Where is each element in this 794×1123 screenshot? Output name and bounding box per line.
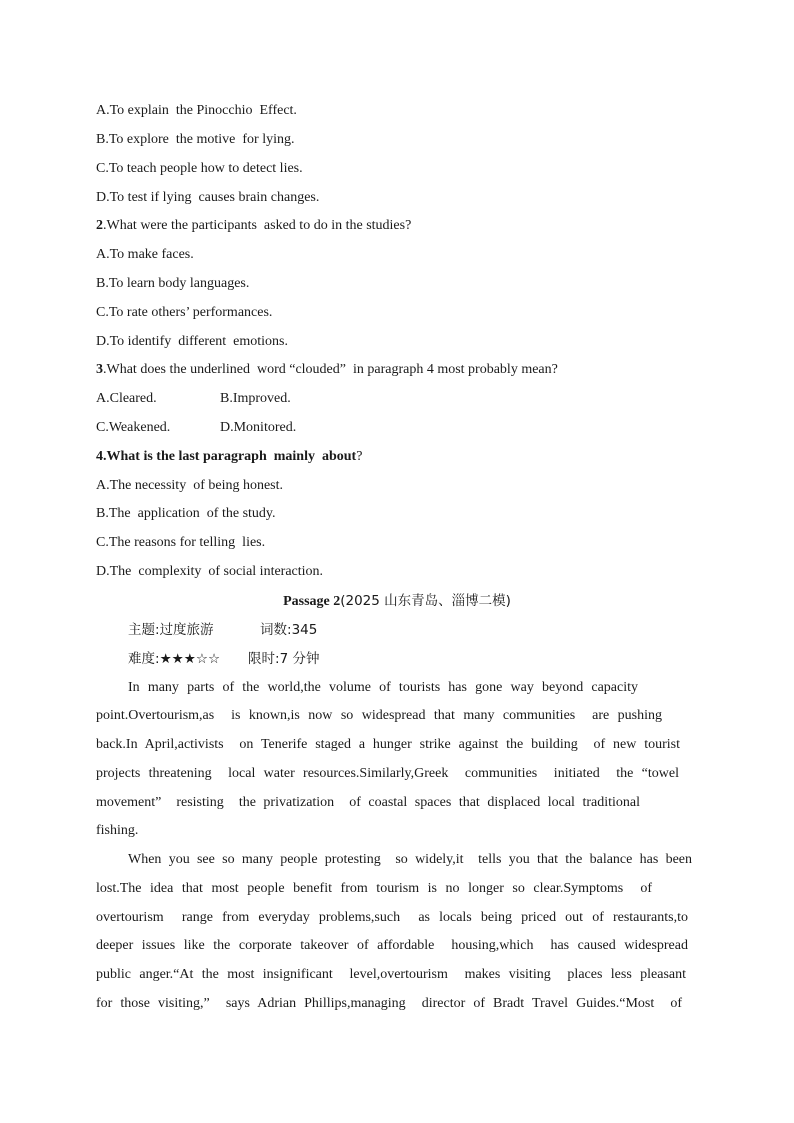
difficulty-label: 难度: (128, 651, 160, 667)
q4-option-c: C.The reasons for telling lies. (96, 535, 266, 550)
passage-wordcount (260, 621, 317, 639)
q4-option-b: B.The application of the study. (96, 506, 276, 521)
q3-option-d: D.Monitored. (220, 420, 297, 435)
q4-question-mark: ? (356, 449, 363, 464)
q2-option-c: C.To rate others’ performances. (96, 305, 273, 320)
q2-stem (96, 217, 411, 235)
q2-option-d: D.To identify different emotions. (96, 334, 289, 349)
q3-option-c: C.Weakened. (96, 420, 171, 435)
passage-difficulty (128, 650, 220, 668)
q2-text: .What were the participants asked to do in the studies? (103, 218, 412, 233)
paragraph2-line6: for those visiting,” says Adrian Phillips,managing director of Bradt Travel Guides.“Most of (96, 996, 682, 1011)
paragraph1-line6: fishing. (96, 823, 139, 838)
q2-option-a: A.To make faces. (96, 247, 194, 262)
passage-source: (2025 山东青岛、淄博二模) (340, 593, 511, 609)
q4-stem (96, 448, 362, 466)
passage-title: Passage 2 (283, 594, 341, 609)
theme-value: 过度旅游 (159, 622, 214, 638)
q1-option-c: C.To teach people how to detect lies. (96, 161, 303, 176)
time-label: 限时: (248, 651, 280, 667)
q2-option-b: B.To learn body languages. (96, 276, 250, 291)
difficulty-stars: ★★★☆☆ (159, 651, 221, 667)
time-value: 7 分钟 (279, 651, 320, 667)
theme-label: 主题: (128, 622, 160, 638)
q3-text: .What does the underlined word “clouded” in paragraph 4 most probably mean? (103, 362, 558, 377)
paragraph1-line1: In many parts of the world,the volume of tourists has gone way beyond capacity (128, 680, 638, 695)
paragraph1-line3: back.In April,activists on Tenerife staged a hunger strike against the building of new tourist (96, 737, 680, 752)
paragraph2-line1: When you see so many people protesting so widely,it tells you that the balance has been (128, 852, 692, 867)
q4-number: 4 (96, 449, 103, 464)
paragraph2-line5: public anger.“At the most insignificant level,overtourism makes visiting places less pleasant (96, 967, 686, 982)
q1-option-d: D.To test if lying causes brain changes. (96, 190, 320, 205)
passage-heading (0, 592, 794, 611)
q1-option-a: A.To explain the Pinocchio Effect. (96, 103, 297, 118)
q3-stem (96, 361, 558, 379)
paragraph2-line4: deeper issues like the corporate takeover of affordable housing,which has caused widespread (96, 938, 688, 953)
q3-option-b: B.Improved. (220, 391, 291, 406)
paragraph1-line5: movement” resisting the privatization of coastal spaces that displaced local traditional (96, 795, 640, 810)
q1-option-b: B.To explore the motive for lying. (96, 132, 295, 147)
q2-number: 2 (96, 218, 103, 233)
wordcount-value: 345 (291, 622, 318, 638)
paragraph1-line2: point.Overtourism,as is known,is now so widespread that many communities are pushing (96, 708, 662, 723)
paragraph2-line3: overtourism range from everyday problems,such as locals being priced out of restaurants,to (96, 910, 688, 925)
q4-option-a: A.The necessity of being honest. (96, 478, 284, 493)
wordcount-label: 词数: (260, 622, 292, 638)
q4-option-d: D.The complexity of social interaction. (96, 564, 324, 579)
paragraph2-line2: lost.The idea that most people benefit from tourism is no longer so clear.Symptoms of (96, 881, 652, 896)
q3-number: 3 (96, 362, 103, 377)
paragraph1-line4: projects threatening local water resources.Similarly,Greek communities initiated the “towel (96, 766, 679, 781)
q4-text: .What is the last paragraph mainly about (103, 449, 357, 464)
passage-theme (128, 621, 214, 639)
passage-time-limit (248, 650, 319, 668)
q3-option-a: A.Cleared. (96, 391, 157, 406)
